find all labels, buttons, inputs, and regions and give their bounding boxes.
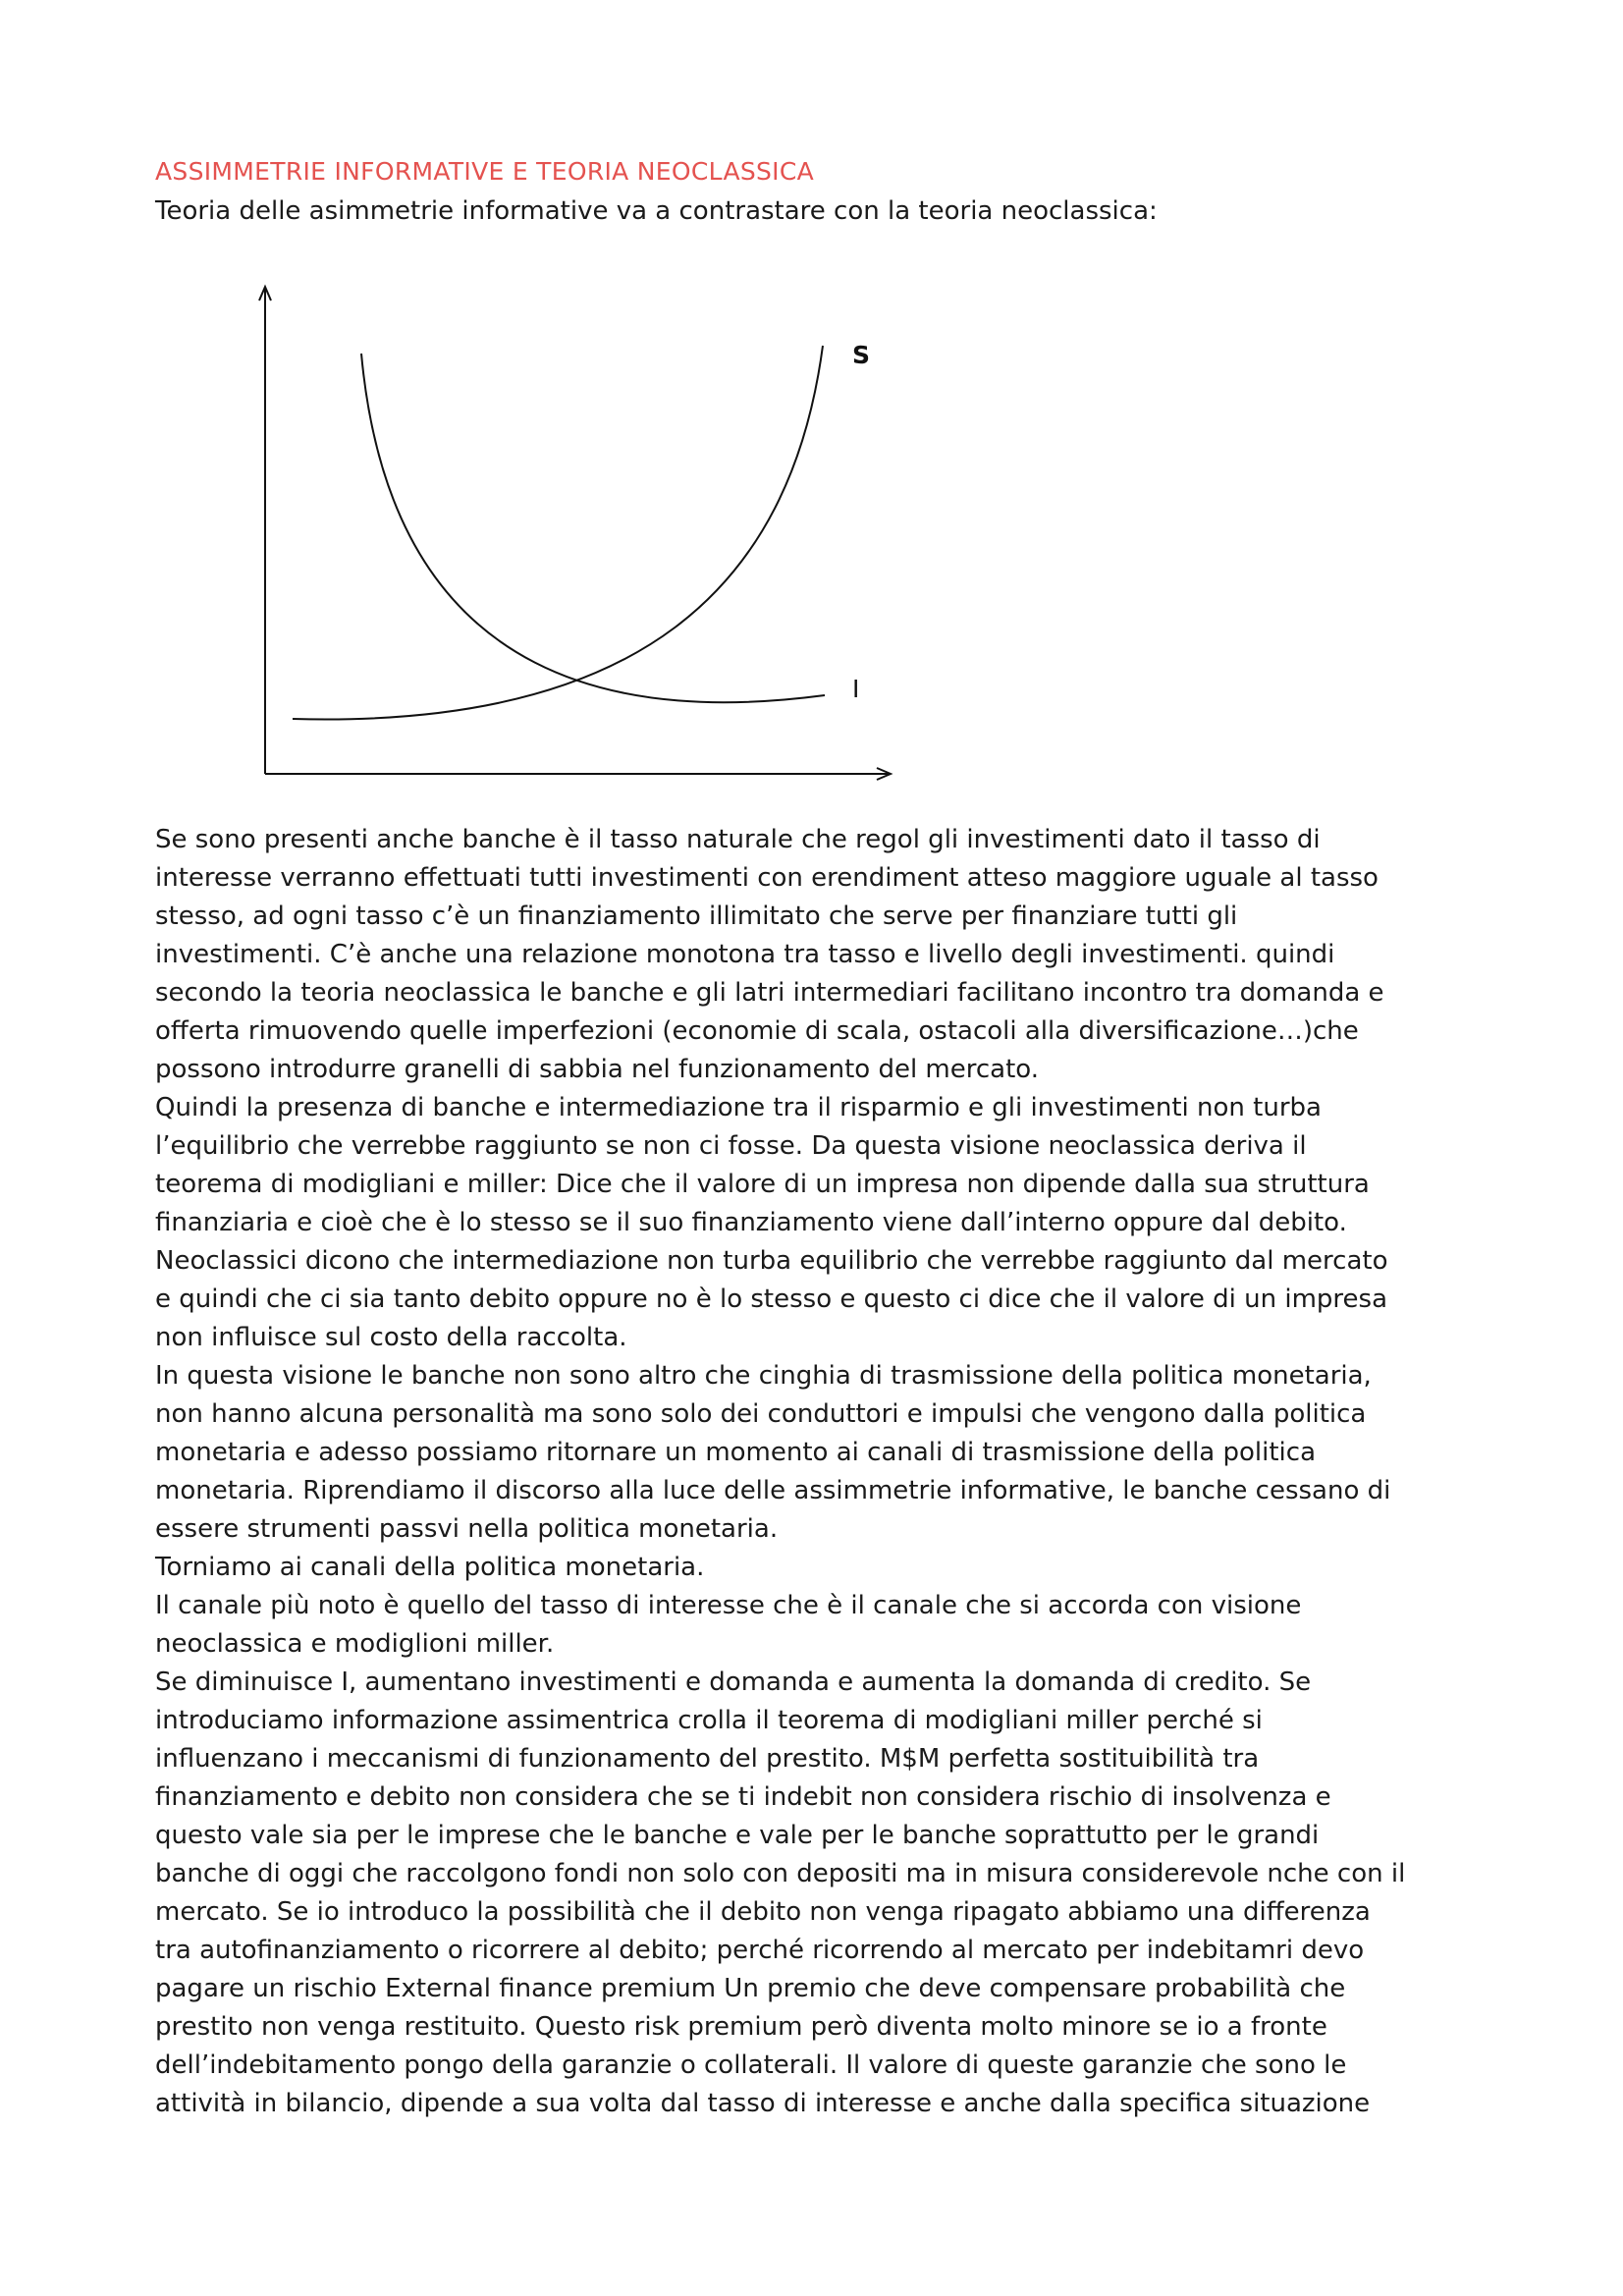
- body-line: monetaria. Riprendiamo il discorso alla luce delle assimmetrie informative, le banche cessano di: [155, 1476, 1391, 1505]
- body-line: questo vale sia per le imprese che le banche e vale per le banche soprattutto per le grandi: [155, 1821, 1320, 1850]
- curve-supply-label: S: [852, 341, 871, 369]
- body-line: finanziamento e debito non considera che se ti indebit non considera rischio di insolvenza e: [155, 1782, 1331, 1812]
- body-line: tra autofinanziamento o ricorrere al debito; perché ricorrendo al mercato per indebitamri devo: [155, 1936, 1365, 1965]
- body-line: investimenti. C’è anche una relazione monotona tra tasso e livello degli investimenti. quindi: [155, 940, 1335, 969]
- curve-investment-label: I: [852, 675, 860, 703]
- body-line: In questa visione le banche non sono altro che cinghia di trasmissione della politica monetaria,: [155, 1361, 1372, 1391]
- body-line: offerta rimuovendo quelle imperfezioni (economie di scala, ostacoli alla diversificazione…)che: [155, 1016, 1359, 1046]
- body-line: attività in bilancio, dipende a sua volta dal tasso di interesse e anche dalla specifica situazione: [155, 2089, 1371, 2118]
- body-line: stesso, ad ogni tasso c’è un finanziamento illimitato che serve per finanziare tutti gli: [155, 902, 1238, 931]
- body-line: monetaria e adesso possiamo ritornare un momento ai canali di trasmissione della politica: [155, 1438, 1317, 1467]
- body-line: Se diminuisce I, aumentano investimenti e domanda e aumenta la domanda di credito. Se: [155, 1667, 1312, 1697]
- body-line: mercato. Se io introduco la possibilità che il debito non venga ripagato abbiamo una differenza: [155, 1897, 1371, 1927]
- body-line: finanziaria e cioè che è lo stesso se il suo finanziamento viene dall’interno oppure dal debito.: [155, 1208, 1347, 1237]
- body-line: interesse verranno effettuati tutti investimenti con erendiment atteso maggiore uguale al tasso: [155, 863, 1379, 893]
- body-line: prestito non venga restituito. Questo risk premium però diventa molto minore se io a fronte: [155, 2012, 1327, 2042]
- body-line: introduciamo informazione assimentrica crolla il teorema di modigliani miller perché si: [155, 1706, 1263, 1735]
- body-line: non influisce sul costo della raccolta.: [155, 1323, 627, 1352]
- supply-investment-diagram: [245, 275, 913, 795]
- body-line: influenzano i meccanismi di funzionamento del prestito. M$M perfetta sostituibilità tra: [155, 1744, 1260, 1774]
- body-line: essere strumenti passvi nella politica monetaria.: [155, 1514, 779, 1544]
- body-line: Il canale più noto è quello del tasso di interesse che è il canale che si accorda con visione: [155, 1591, 1302, 1620]
- body-line: Neoclassici dicono che intermediazione non turba equilibrio che verrebbe raggiunto dal mercato: [155, 1246, 1388, 1276]
- body-line: banche di oggi che raccolgono fondi non solo con depositi ma in misura considerevole nche con il: [155, 1859, 1406, 1888]
- page-title: ASSIMMETRIE INFORMATIVE E TEORIA NEOCLASSICA: [155, 157, 815, 186]
- body-line: secondo la teoria neoclassica le banche e gli latri intermediari facilitano incontro tra domanda e: [155, 978, 1384, 1008]
- body-line: dell’indebitamento pongo della garanzie o collaterali. Il valore di queste garanzie che sono le: [155, 2050, 1347, 2080]
- body-line: Quindi la presenza di banche e intermediazione tra il risparmio e gli investimenti non turba: [155, 1093, 1322, 1122]
- body-line: neoclassica e modiglioni miller.: [155, 1629, 555, 1659]
- curve-supply: [293, 346, 823, 719]
- intro-paragraph: Teoria delle asimmetrie informative va a contrastare con la teoria neoclassica:: [155, 196, 1158, 226]
- curve-investment: [361, 354, 825, 702]
- body-text: [155, 821, 1510, 2123]
- body-line: e quindi che ci sia tanto debito oppure no è lo stesso e questo ci dice che il valore di un impresa: [155, 1285, 1388, 1314]
- body-line: Se sono presenti anche banche è il tasso naturale che regol gli investimenti dato il tasso di: [155, 825, 1321, 854]
- body-line: teorema di modigliani e miller: Dice che il valore di un impresa non dipende dalla sua struttura: [155, 1170, 1370, 1199]
- body-line: l’equilibrio che verrebbe raggiunto se non ci fosse. Da questa visione neoclassica deriva il: [155, 1131, 1307, 1161]
- body-line: non hanno alcuna personalità ma sono solo dei conduttori e impulsi che vengono dalla politica: [155, 1399, 1367, 1429]
- body-line: pagare un rischio External finance premium Un premio che deve compensare probabilità che: [155, 1974, 1346, 2003]
- body-line: Torniamo ai canali della politica monetaria.: [155, 1553, 705, 1582]
- diagram-svg: [245, 275, 913, 795]
- body-line: possono introdurre granelli di sabbia nel funzionamento del mercato.: [155, 1055, 1040, 1084]
